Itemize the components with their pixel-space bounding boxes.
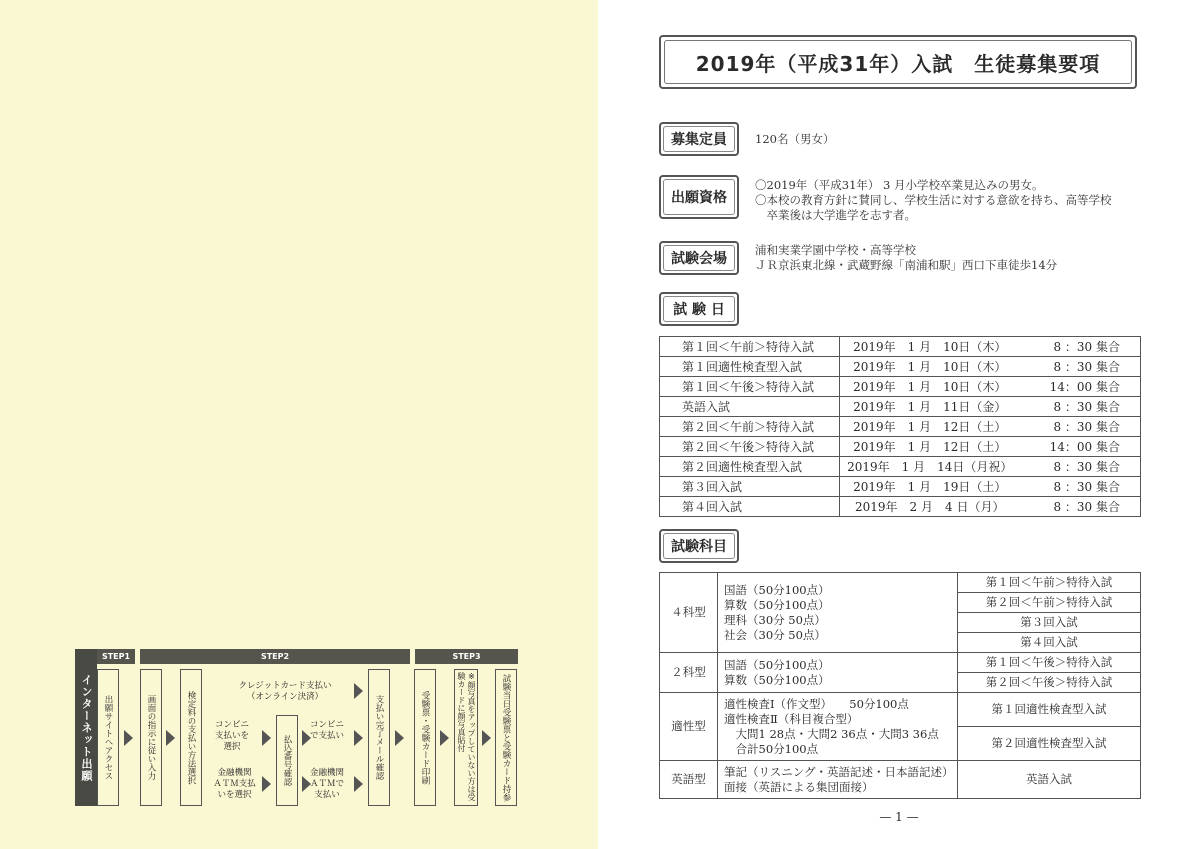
table-row: 第１回適性検査型入試 2019年 1 月 10日（木） 8 ：30 集合 (660, 357, 1141, 377)
flow-arrow-icon (354, 683, 363, 699)
side-label: インターネット出願 (75, 649, 97, 806)
flow-access: 出願サイトへアクセス (97, 669, 119, 806)
subject-list: 国語（50分100点） 算数（50分100点） 理科（30分 50点） 社会（30分 50点） (718, 573, 958, 653)
flow-mail-confirm: 支払い完了メール確認 (368, 669, 390, 806)
flow-arrow-icon (395, 730, 404, 746)
subjects-label: 試験科目 (659, 529, 739, 563)
flow-payment-select: 検定料の支払い方法選択 (180, 669, 202, 806)
flow-credit: クレジットカード支払い （オンライン決済） (238, 681, 332, 702)
subject-type: 適性型 (660, 693, 718, 761)
flow-arrow-icon (262, 730, 271, 746)
flow-pay-number: 払込番号確認 (276, 715, 298, 806)
table-row: 第４回入試 2019年 2 月 4 日（月） 8 ：30 集合 (660, 497, 1141, 517)
flow-input: 画面の指示に従い入力 (140, 669, 162, 806)
flow-print: 受験票・受験カード印刷 (414, 669, 436, 806)
subjects-table (659, 572, 1141, 799)
venue-text: 浦和実業学園中学校・高等学校 ＪＲ京浜東北線・武蔵野線「南浦和駅」西口下車徒歩14分 (755, 243, 1058, 272)
subject-type: ４科型 (660, 573, 718, 653)
flow-convenience-pay: コンビニ で支払い (309, 720, 344, 741)
table-row: 第２回適性検査型入試 2019年 1 月 14日（月祝） 8 ：30 集合 (660, 457, 1141, 477)
capacity-text: 120名（男女） (755, 132, 835, 146)
table-row: 第１回＜午後＞特待入試 2019年 1 月 10日（木） 14：00 集合 (660, 377, 1141, 397)
flow-arrow-icon (354, 776, 363, 792)
step3-bar: STEP3 (415, 649, 518, 664)
table-row: 第２回＜午前＞特待入試 (660, 593, 1141, 613)
flow-photo-note: ※顔写真をアップしていない方は受験カードに顔写真貼付 (454, 669, 478, 806)
qualification-text: 〇2019年（平成31年） 3 月小学校卒業見込みの男女。 〇本校の教育方針に賛同し、学校生活に対する意欲を持ち、高等学校 卒業後は大学進学を志す者。 (755, 178, 1112, 222)
title-box (659, 35, 1137, 89)
table-row: 第２回＜午前＞特待入試 2019年 1 月 12日（土） 8 ：30 集合 (660, 417, 1141, 437)
flow-convenience-select: コンビニ 支払いを 選択 (214, 720, 249, 752)
table-row: 第３回入試 2019年 1 月 19日（土） 8 ：30 集合 (660, 477, 1141, 497)
flow-arrow-icon (440, 730, 449, 746)
table-row: 第２回＜午後＞特待入試 (660, 673, 1141, 693)
table-row: 第３回入試 (660, 613, 1141, 633)
subject-type: 英語型 (660, 761, 718, 799)
flow-arrow-icon (166, 730, 175, 746)
table-row: 適性型 適性検査Ⅰ（作文型） 50分100点 適性検査Ⅱ（科目複合型） 大問1 28点・大問2 36点・大問3 36点 合計50分100点 第１回適性検査型入試 (660, 693, 1141, 727)
table-row: 第２回＜午後＞特待入試 2019年 1 月 12日（土） 14：00 集合 (660, 437, 1141, 457)
flow-arrow-icon (124, 730, 133, 746)
table-row: 第１回＜午前＞特待入試 2019年 1 月 10日（木） 8 ：30 集合 (660, 337, 1141, 357)
exam-dates-label: 試 験 日 (659, 292, 739, 326)
table-row: 第２回適性検査型入試 (660, 727, 1141, 761)
flow-atm-select: 金融機関 ＡＴＭ支払 いを選択 (213, 768, 256, 800)
flow-arrow-icon (482, 730, 491, 746)
page-title: 2019年（平成31年）入試 生徒募集要項 (664, 40, 1132, 84)
exam-schedule-table (659, 336, 1141, 517)
table-row: ２科型 国語（50分100点） 算数（50分100点） 第１回＜午後＞特待入試 (660, 653, 1141, 673)
flow-atm-pay: 金融機関 ＡＴＭで 支払い (309, 768, 344, 800)
flow-arrow-icon (354, 730, 363, 746)
subject-type: ２科型 (660, 653, 718, 693)
flow-arrow-icon (262, 776, 271, 792)
step2-bar: STEP2 (140, 649, 410, 664)
subject-list: 国語（50分100点） 算数（50分100点） (718, 653, 958, 693)
right-page (598, 0, 1200, 849)
qualification-label: 出願資格 (659, 175, 739, 219)
table-row: 英語型 筆記（リスニング・英語記述・日本語記述） 面接（英語による集団面接） 英語入試 (660, 761, 1141, 799)
flow-bring: 試験当日受験票と受験カード持参 (495, 669, 517, 806)
table-row: ４科型 国語（50分100点） 算数（50分100点） 理科（30分 50点） 社会（30分 50点） 第１回＜午前＞特待入試 (660, 573, 1141, 593)
left-page (0, 0, 598, 849)
subject-list: 適性検査Ⅰ（作文型） 50分100点 適性検査Ⅱ（科目複合型） 大問1 28点・大問2 36点・大問3 36点 合計50分100点 (718, 693, 958, 761)
venue-label: 試験会場 (659, 241, 739, 275)
step1-bar: STEP1 (97, 649, 135, 664)
subject-list: 筆記（リスニング・英語記述・日本語記述） 面接（英語による集団面接） (718, 761, 958, 799)
capacity-label: 募集定員 (659, 122, 739, 156)
page-number: — 1 — (879, 810, 919, 824)
table-row: 英語入試 2019年 1 月 11日（金） 8 ：30 集合 (660, 397, 1141, 417)
table-row: 第４回入試 (660, 633, 1141, 653)
